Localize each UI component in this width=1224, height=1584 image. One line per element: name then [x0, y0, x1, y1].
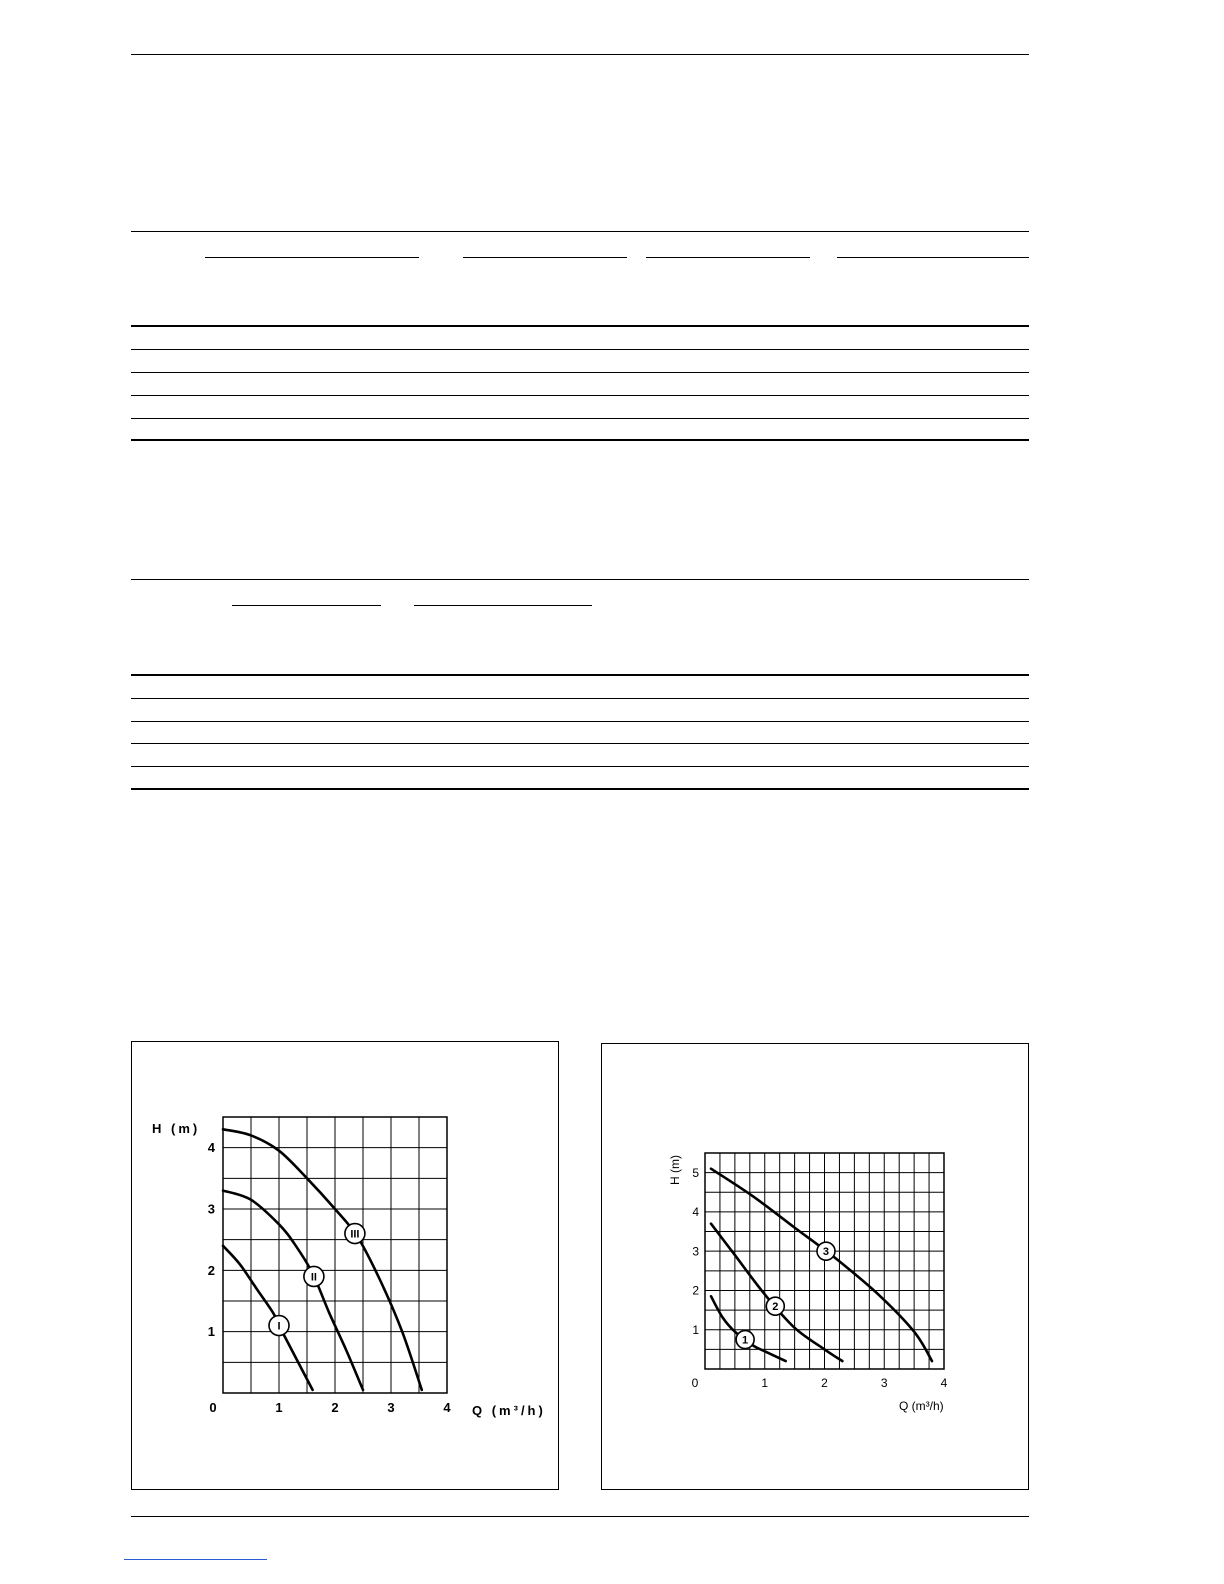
y-tick-label: 2	[692, 1283, 699, 1298]
pump-curve-panel-1	[131, 1041, 559, 1490]
table-2-row-rule	[131, 698, 1029, 699]
x-tick-label: 4	[940, 1376, 948, 1390]
table-1-top-rule	[131, 231, 1029, 232]
table-1-bottom-rule	[131, 439, 1029, 441]
series-line-I	[223, 1246, 313, 1390]
x-tick-label: 3	[880, 1376, 888, 1390]
x-tick-label: 0	[691, 1376, 699, 1390]
x-axis-label: Q (m³/h)	[899, 1399, 944, 1413]
series-line-II	[223, 1191, 363, 1390]
table-2-header-underline	[232, 605, 381, 606]
y-tick-label: 1	[207, 1324, 215, 1340]
pump-curve-chart-2	[602, 1044, 1028, 1489]
x-tick-label: 3	[387, 1400, 395, 1415]
y-tick-label: 3	[692, 1244, 699, 1259]
x-tick-label: 1	[761, 1376, 769, 1390]
table-2-header-rule	[131, 674, 1029, 676]
series-label-3: 3	[822, 1246, 830, 1259]
grid	[223, 1117, 447, 1393]
y-tick-label: 4	[692, 1205, 699, 1220]
series-label-I: I	[277, 1320, 281, 1333]
table-1-header-underline	[205, 257, 419, 258]
y-tick-label: 5	[692, 1165, 699, 1180]
table-1-header-underline	[646, 257, 810, 258]
table-2-row-rule	[131, 766, 1029, 767]
x-tick-label: 2	[331, 1400, 339, 1415]
table-1-row-rule	[131, 349, 1029, 350]
x-tick-label: 1	[275, 1400, 283, 1415]
table-2-header-underline	[414, 605, 592, 606]
series-label-1: 1	[742, 1334, 749, 1347]
y-axis-label: H (m)	[152, 1121, 201, 1136]
y-tick-label: 4	[207, 1140, 215, 1156]
x-axis-label: Q (m³/h)	[472, 1403, 546, 1418]
series-label-2: 2	[772, 1301, 779, 1314]
table-1-row-rule	[131, 418, 1029, 419]
series-label-II: II	[310, 1271, 317, 1284]
table-2-row-rule	[131, 721, 1029, 722]
table-2-bottom-rule	[131, 788, 1029, 790]
x-tick-label: 4	[443, 1400, 451, 1415]
table-1-header-rule	[131, 325, 1029, 327]
page-top-rule	[131, 54, 1029, 55]
series-label-III: III	[350, 1228, 360, 1241]
pump-curve-panel-2	[601, 1043, 1029, 1490]
footer-link-underline[interactable]	[124, 1559, 267, 1560]
y-axis-label: H (m)	[668, 1155, 682, 1185]
x-tick-label: 0	[209, 1400, 217, 1415]
table-2-top-rule	[131, 579, 1029, 580]
table-1-header-underline	[463, 257, 627, 258]
page-bottom-rule	[131, 1516, 1029, 1517]
table-1-row-rule	[131, 372, 1029, 373]
pump-curve-chart-1	[132, 1042, 558, 1489]
x-tick-label: 2	[821, 1376, 828, 1390]
table-2-row-rule	[131, 743, 1029, 744]
y-tick-label: 1	[692, 1322, 699, 1337]
table-1-row-rule	[131, 395, 1029, 396]
y-tick-label: 2	[207, 1262, 215, 1278]
y-tick-label: 3	[207, 1201, 215, 1217]
table-1-header-underline	[837, 257, 1029, 258]
series-line-III	[223, 1129, 422, 1390]
